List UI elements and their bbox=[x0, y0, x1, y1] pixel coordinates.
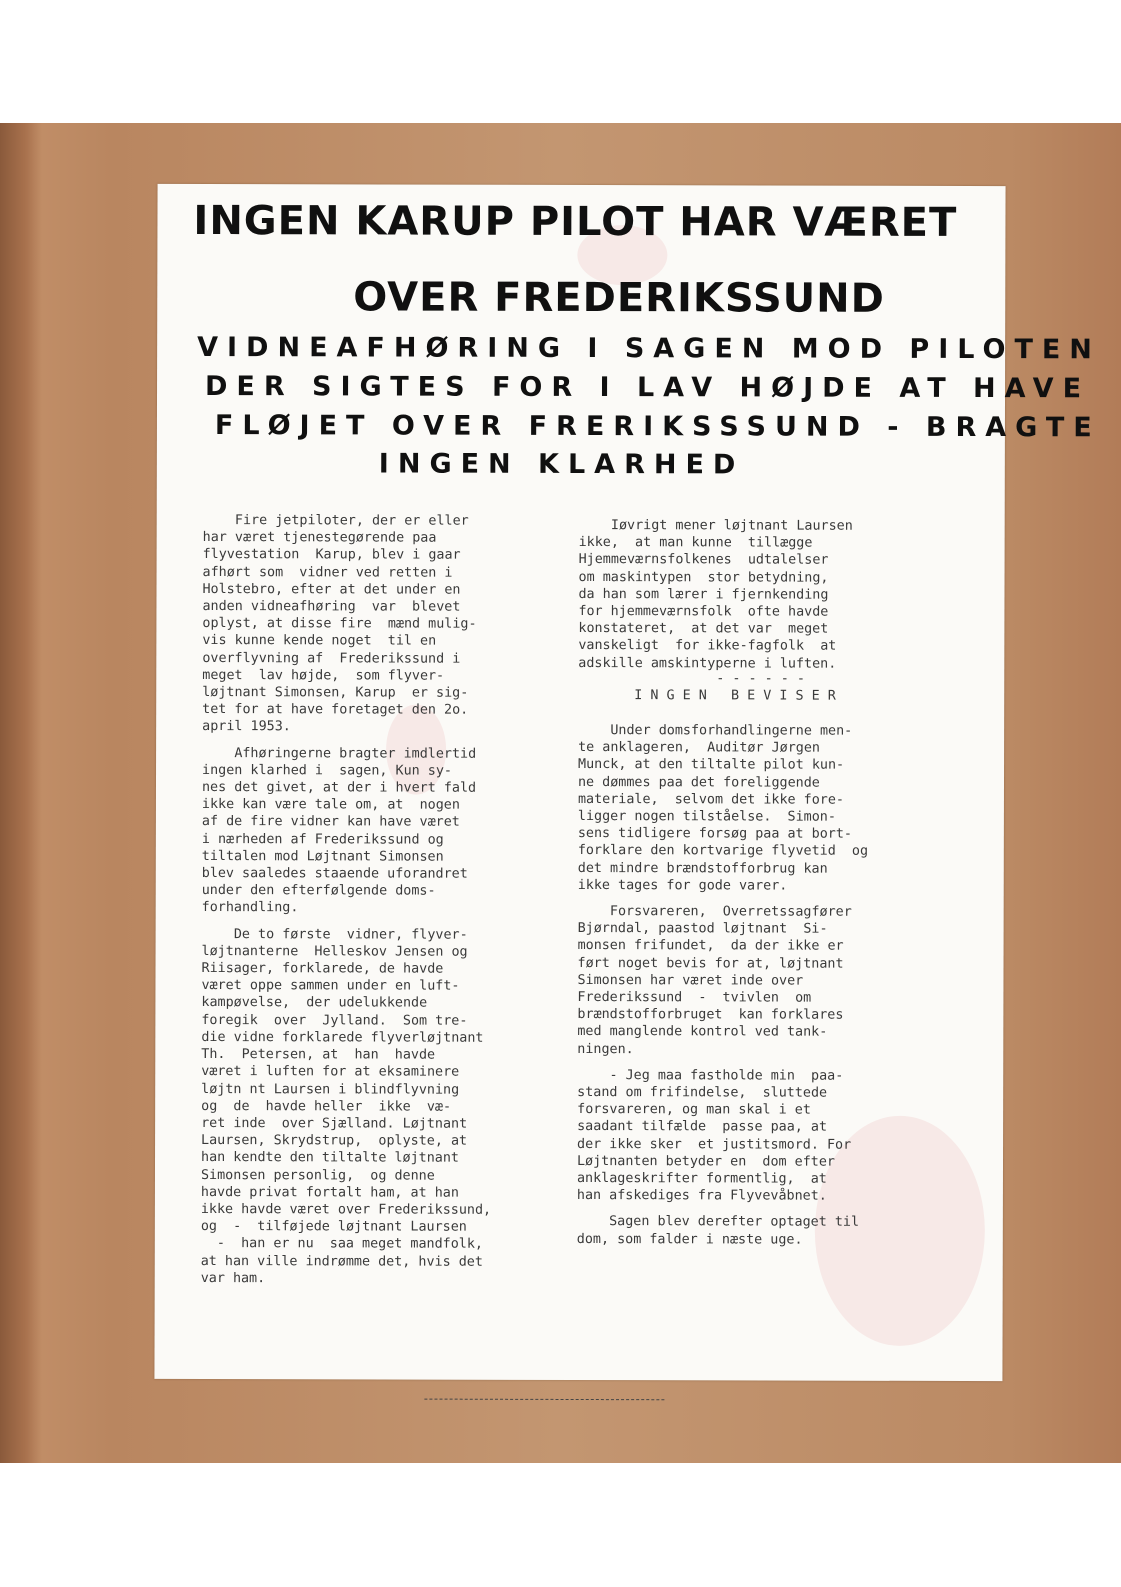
headline-line-2: OVER FREDERIKSSUND bbox=[353, 274, 885, 322]
paragraph: Fire jetpiloter, der er eller har været tjenestegørende paa flyvestation Karup, blev i gaar afhørt som vidner ved retten i Holstebro, efter at det under en anden vidneafhøring var blevet oplyst, at disse fire mænd mulig- vis kunne kende noget til en overflyvning af Frederikssund i meget lav højde, som flyver- løjtnant Simonsen, Karup er sig- tet for at have foretaget den 2o. april 1953. bbox=[202, 513, 477, 735]
left-column bbox=[201, 512, 533, 1297]
paragraph: Sagen blev derefter optaget til dom, som falder i næste uge. bbox=[576, 1214, 860, 1248]
paragraph: Afhøringerne bragter imdlertid ingen klarhed i sagen, Kun sy- nes det givet, at der i hvert fald ikke kan være tale om, at nogen af de fire vidner kan have været i nærheden af Frederikssund og tiltalen mod Løjtnant Simonsen blev saaledes staaende uforandret under den efterfølgende doms- forhandling. bbox=[201, 745, 477, 916]
paragraph: Forsvareren, Overretssagfører Bjørndal, paastod løjtnant Si- monsen frifundet, da der ikke er ført noget bevis for at, løjtnant Simonsen har været inde over Frederikssund - tvivlen om brændstofforbruget kan forklares med manglende kontrol ved tank- ningen. bbox=[577, 904, 852, 1057]
page-binding-edge bbox=[0, 123, 42, 1463]
headline-line-1: INGEN KARUP PILOT HAR VÆRET bbox=[193, 197, 958, 246]
right-column bbox=[577, 722, 908, 1258]
newspaper-clipping bbox=[154, 184, 1101, 1381]
subhead-line-2: DER SIGTES FOR I LAV HØJDE AT HAVE bbox=[204, 371, 1091, 405]
paragraph: De to første vidner, flyver- løjtnanterne Helleskov Jensen og Riisager, forklarede, de havde været oppe sammen under en luft- kampøvelse, der udelukkende foregik over Jylland. Som tre- die vidne forklarede flyverløjtnant Th. Petersen, at han havde været i luften for at eksaminere løjtn nt Laursen i blindflyvning og de havde heller ikke væ- ret inde over Sjælland. Løjtnant Laursen, Skrydstrup, oplyste, at han kendte den tiltalte løjtnant Simonsen personlig, og denne havde privat fortalt ham, at han ikke havde været over Frederikssund, og - tilføjede løjtnant Laursen - han er nu saa meget mandfolk, at han ville indrømme det, hvis det var ham. bbox=[200, 926, 492, 1286]
right-column-top bbox=[578, 517, 908, 682]
subheading-dashes: - - - - - - bbox=[716, 671, 805, 687]
subhead-line-3: FLØJET OVER FRERIKSSSUND - BRAGTE bbox=[214, 410, 1101, 444]
paragraph: Iøvrigt mener løjtnant Laursen ikke, at man kunne tillægge Hjemmeværnsfolkenes udtalelser om maskintypen stor betydning, da han som lærer i fjernkending for hjemmeværnsfolk ofte havde konstateret, at det var meget vanskeligt for ikke-fagfolk at adskille amskintyperne i luften. bbox=[578, 517, 853, 672]
paragraph: - Jeg maa fastholde min paa- stand om frifindelse, sluttede forsvareren, og man skal i et saadant tilfælde passe paa, at der ikke sker et justitsmord. For Løjtnanten betyder en dom efter anklageskrifter formentlig, at han afskediges fra Flyvevåbnet. bbox=[576, 1067, 852, 1204]
paragraph: Under domsforhandlingerne men- te anklageren, Auditør Jørgen Munck, at den tiltalte pilot kun- ne dømmes paa det foreliggende materiale, selvom det ikke fore- ligger nogen tilståelse. Simon- sens tidligere forsøg paa at bort- forklare den kortvarige flyvetid og det mindre brændstofforbrug kan ikke tages for gode varer. bbox=[577, 722, 869, 894]
subhead-line-1: VIDNEAFHØRING I SAGEN MOD PILOTEN bbox=[197, 331, 1101, 366]
subhead-line-4: INGEN KLARHED bbox=[378, 448, 745, 481]
subheading-ingen-beviser: I N G E N B E V I S E R bbox=[634, 688, 836, 704]
